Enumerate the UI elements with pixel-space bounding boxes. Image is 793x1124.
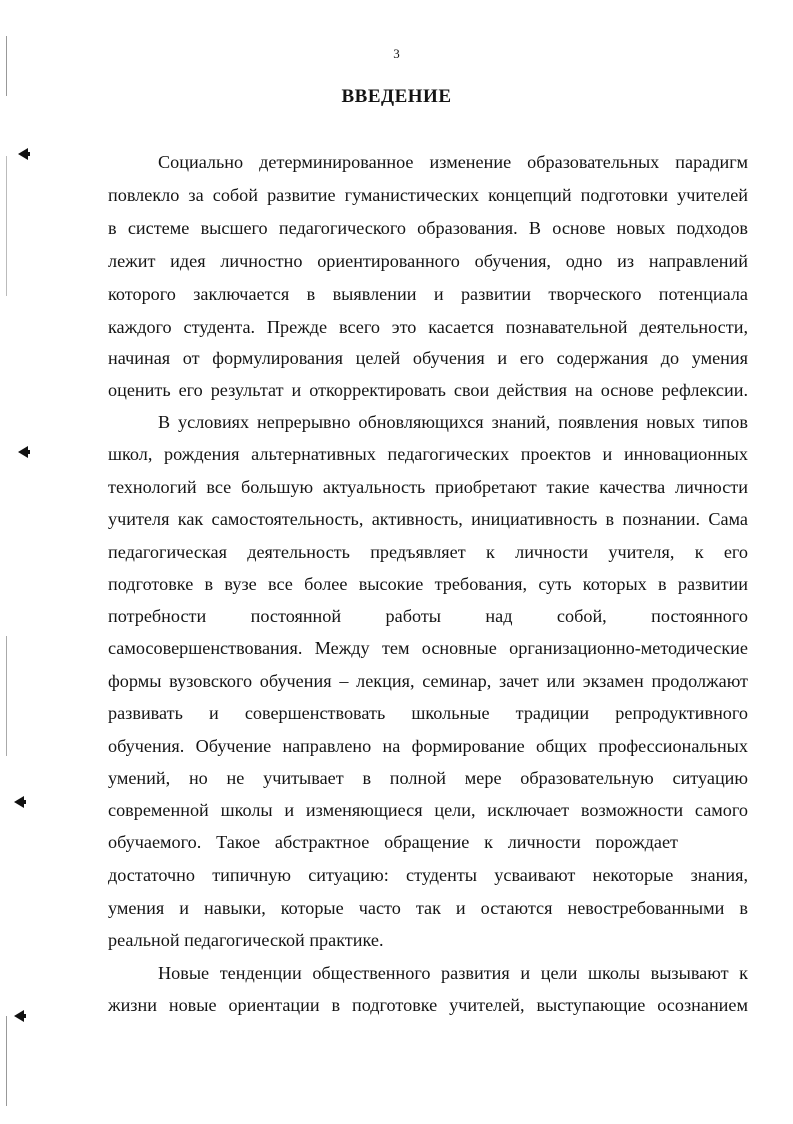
text-line: потребности постоянной работы над собой, постоянного — [108, 606, 748, 626]
text-line: подготовке в вузе все более высокие требования, суть которых в развитии — [108, 574, 748, 594]
text-line: оценить его результат и откорректировать свои действия на основе рефлексии. — [108, 380, 748, 400]
text-line: современной школы и изменяющиеся цели, исключает возможности самого — [108, 800, 748, 820]
text-line: технологий все большую актуальность приобретают такие качества личности — [108, 477, 748, 497]
scan-edge-line — [6, 36, 7, 1106]
text-line: реальной педагогической практике. — [108, 930, 384, 950]
binder-hole-mark — [14, 796, 24, 808]
text-line: Социально детерминированное изменение образовательных парадигм — [158, 152, 748, 172]
text-line: учителя как самостоятельность, активность, инициативность в познании. Сама — [108, 509, 748, 529]
text-line: жизни новые ориентации в подготовке учителей, выступающие осознанием — [108, 995, 748, 1015]
text-line: каждого студента. Прежде всего это касается познавательной деятельности, — [108, 317, 748, 337]
text-line: лежит идея личностно ориентированного обучения, одно из направлений — [108, 251, 748, 271]
binder-hole-mark — [14, 1010, 24, 1022]
text-line: обучаемого. Такое абстрактное обращение к личности порождает — [108, 832, 678, 852]
text-line: школ, рождения альтернативных педагогических проектов и инновационных — [108, 444, 748, 464]
text-line: самосовершенствования. Между тем основные организационно-методические — [108, 638, 748, 658]
text-line: развивать и совершенствовать школьные традиции репродуктивного — [108, 703, 748, 723]
text-line: формы вузовского обучения – лекция, семинар, зачет или экзамен продолжают — [108, 671, 748, 691]
text-line: обучения. Обучение направлено на формирование общих профессиональных — [108, 736, 748, 756]
text-line: умений, но не учитывает в полной мере образовательную ситуацию — [108, 768, 748, 788]
text-line: повлекло за собой развитие гуманистических концепций подготовки учителей — [108, 185, 748, 205]
text-line: в системе высшего педагогического образования. В основе новых подходов — [108, 218, 748, 238]
text-line: В условиях непрерывно обновляющихся знаний, появления новых типов — [158, 412, 748, 432]
page-title: ВВЕДЕНИЕ — [341, 86, 452, 107]
text-line: которого заключается в выявлении и развитии творческого потенциала — [108, 284, 748, 304]
text-line: педагогическая деятельность предъявляет к личности учителя, к его — [108, 542, 748, 562]
text-line: начиная от формулирования целей обучения и его содержания до умения — [108, 348, 748, 368]
text-line: Новые тенденции общественного развития и цели школы вызывают к — [158, 963, 748, 983]
binder-hole-mark — [18, 446, 28, 458]
binder-hole-mark — [18, 148, 28, 160]
text-line: умения и навыки, которые часто так и остаются невостребованными в — [108, 898, 748, 918]
text-line: достаточно типичную ситуацию: студенты усваивают некоторые знания, — [108, 865, 748, 885]
page-number: 3 — [393, 46, 400, 61]
